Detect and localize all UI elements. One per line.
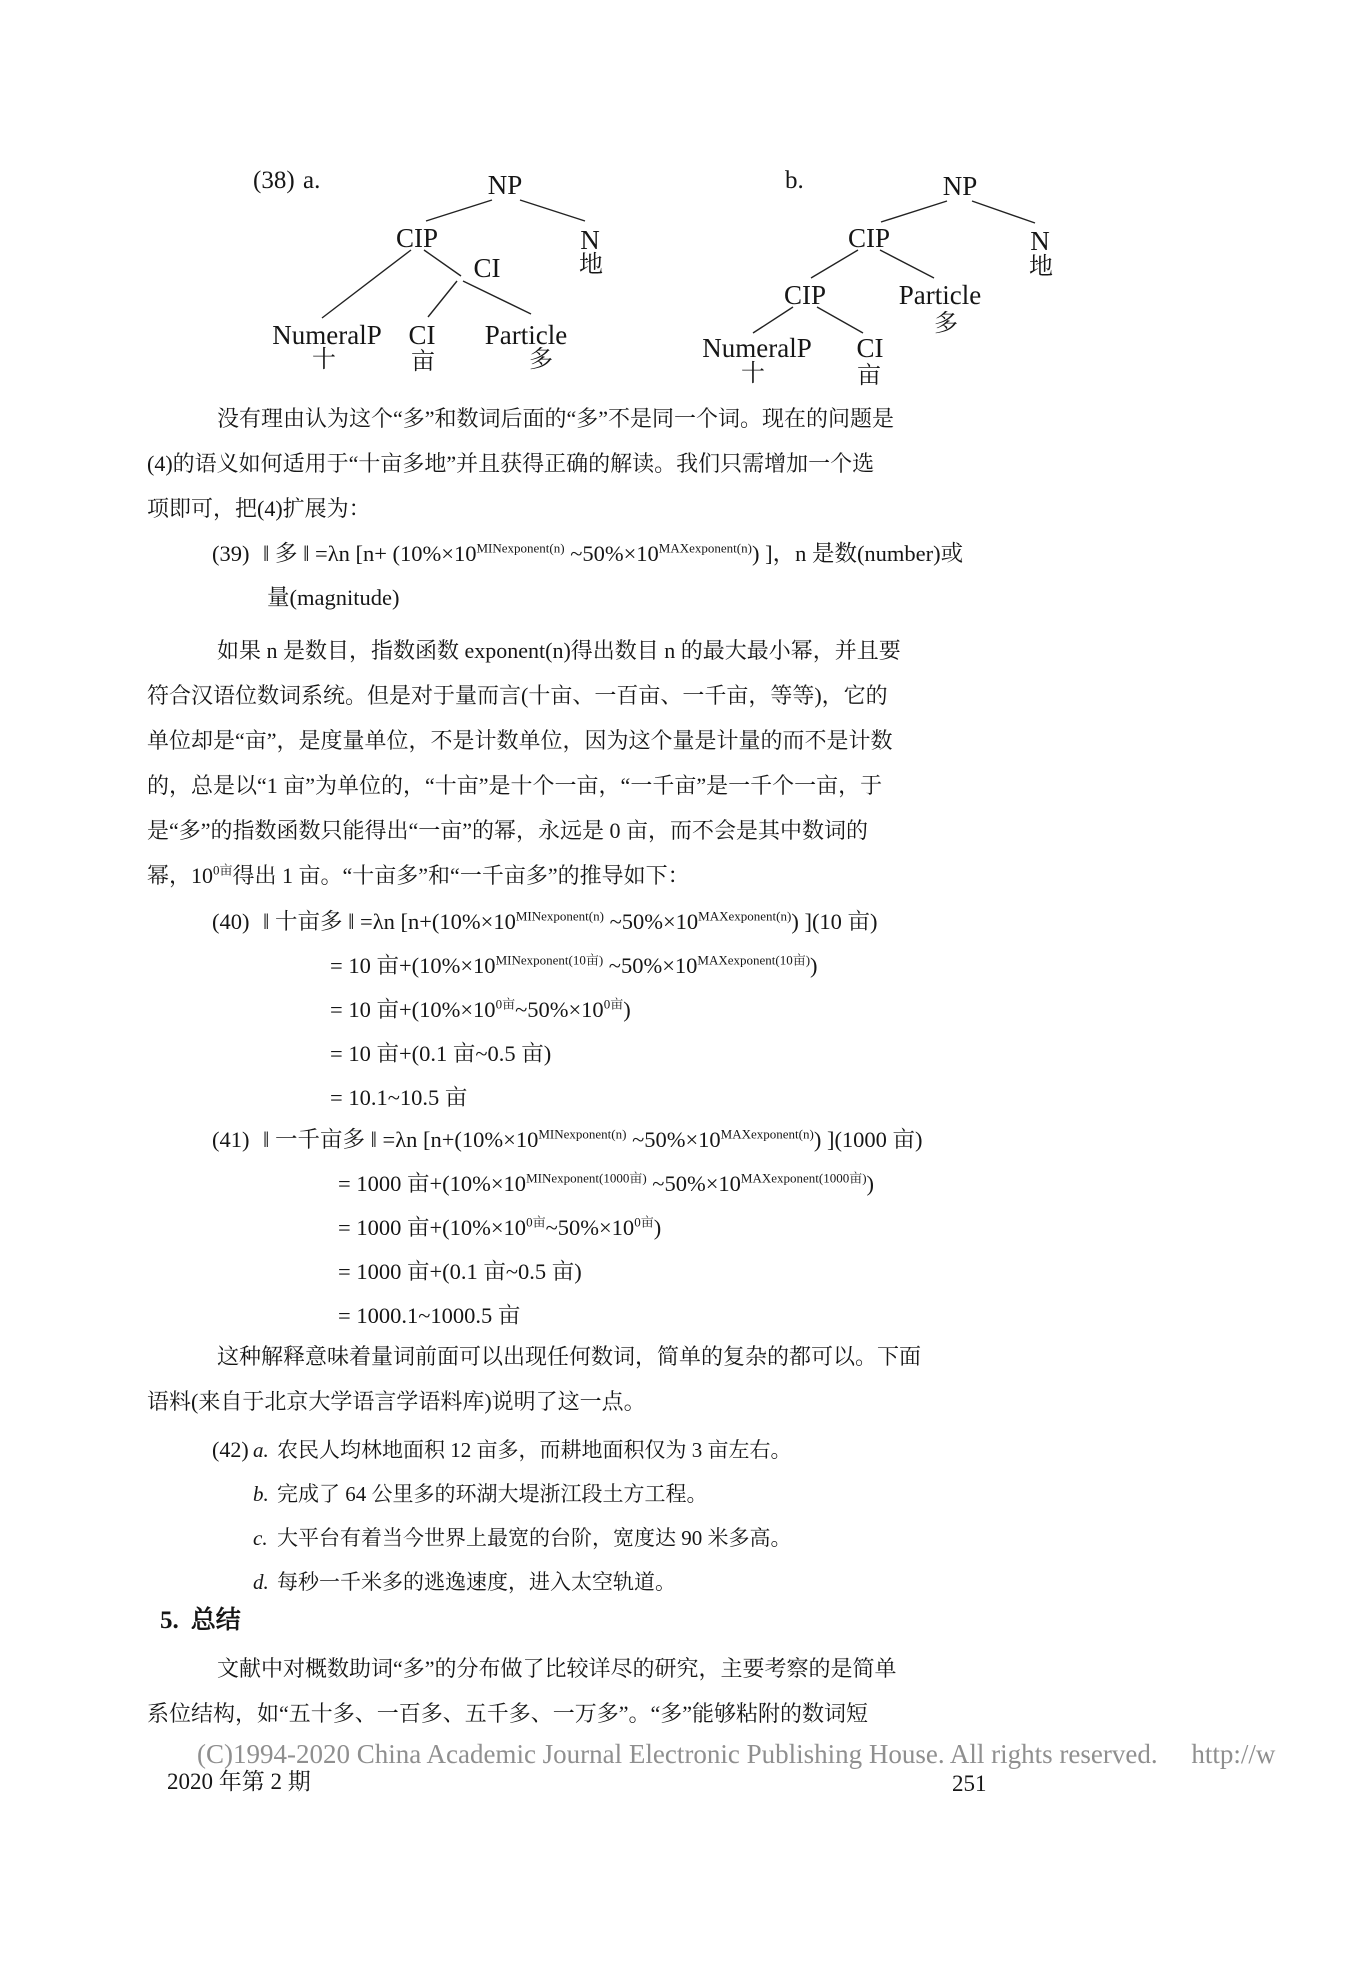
paragraph-line: 语料(来自于北京大学语言学语料库)说明了这一点。 bbox=[147, 1389, 646, 1414]
examples-42 bbox=[212, 1428, 792, 1604]
formula-line: = 10 亩$+(10\%\times 10^{MINexponent(10亩)}$ $\sim 50\%\times 10^{MAXexponent(10亩)}$) bbox=[330, 952, 818, 978]
paragraph-line: 文献中对概数助词“多”的分布做了比较详尽的研究，主要考察的是简单 bbox=[217, 1656, 897, 1681]
example-letter: d. bbox=[253, 1570, 269, 1594]
formula-line: = 10 亩$+(10\%\times 10^{0亩}\sim 50\%\times 10^{0亩})$ bbox=[330, 996, 631, 1022]
tree-a-node-numeralp: NumeralP bbox=[272, 320, 382, 350]
formula-line: 量(magnitude) bbox=[267, 585, 400, 610]
formula-content: ‖ 一千亩多 ‖ =λn [$n+(10\%\times 10^{MINexponent(n)}$ $\sim 50\%\times 10^{MAXexponent(n)}$) ](1000 亩) bbox=[263, 1126, 923, 1152]
formula-line bbox=[212, 1118, 923, 1162]
tree-b-word-di: 地 bbox=[1029, 254, 1053, 280]
example-letter: c. bbox=[253, 1526, 268, 1550]
paragraph-line: 如果 n 是数目，指数函数 exponent(n)得出数目 n 的最大最小幂，并且要 bbox=[217, 638, 901, 663]
example-text: 每秒一千米多的逃逸速度，进入太空轨道。 bbox=[277, 1570, 676, 1594]
tree-b-node-n: N bbox=[1030, 226, 1050, 256]
figure-number: (38) bbox=[253, 167, 295, 194]
example-number: (42) bbox=[212, 1437, 249, 1462]
example-text: 大平台有着当今世界上最宽的台阶，宽度达 90 米多高。 bbox=[277, 1526, 792, 1550]
formula-line: = 1000 亩$+(10\%\times 10^{0亩}\sim 50\%\times 10^{0亩})$ bbox=[338, 1214, 662, 1240]
tree-b-word-duo: 多 bbox=[934, 311, 958, 337]
page-number: 251 bbox=[952, 1771, 987, 1796]
tree-a-node-particle: Particle bbox=[484, 320, 568, 350]
paragraph-line: (4)的语义如何适用于“十亩多地”并且获得正确的解读。我们只需增加一个选 bbox=[147, 451, 875, 476]
example-text: 完成了 64 公里多的环湖大堤浙江段土方工程。 bbox=[277, 1482, 708, 1506]
paragraph-line: 系位结构，如“五十多、一百多、五千多、一万多”。“多”能够粘附的数词短 bbox=[147, 1701, 869, 1726]
example-item bbox=[212, 1560, 792, 1604]
paragraph-4 bbox=[147, 1646, 957, 1736]
tree-b-word-mu: 亩 bbox=[857, 363, 881, 389]
formula-line: = 1000 亩+(0.1 亩~0.5 亩) bbox=[338, 1259, 582, 1284]
tree-diagram-edges bbox=[0, 0, 1360, 400]
tree-b-node-numeralp: NumeralP bbox=[702, 333, 812, 363]
paragraph-line: 符合汉语位数词系统。但是对于量而言(十亩、一百亩、一千亩，等等)，它的 bbox=[147, 683, 888, 708]
example-letter: a. bbox=[253, 1438, 269, 1462]
tree-a-node-ci-mid: CI bbox=[473, 253, 501, 283]
example-item bbox=[212, 1516, 792, 1560]
tree-a-node-np: NP bbox=[487, 170, 523, 200]
tree-a-item-label: a. bbox=[303, 167, 321, 194]
formula-40 bbox=[212, 900, 878, 1120]
example-text: 农民人均林地面积 12 亩多，而耕地面积仅为 3 亩左右。 bbox=[277, 1438, 792, 1462]
paragraph-2 bbox=[147, 628, 957, 898]
journal-issue: 2020 年第 2 期 bbox=[167, 1769, 311, 1794]
tree-a-word-mu: 亩 bbox=[411, 349, 435, 375]
tree-a-node-n: N bbox=[580, 225, 600, 255]
tree-a-word-di: 地 bbox=[579, 252, 603, 278]
paragraph-line: 是“多”的指数函数只能得出“一亩”的幂，永远是 0 亩，而不会是其中数词的 bbox=[147, 818, 869, 843]
example-letter: b. bbox=[253, 1482, 269, 1506]
tree-a-word-duo: 多 bbox=[529, 347, 553, 373]
formula-line: = 10.1~10.5 亩 bbox=[330, 1085, 468, 1110]
formula-number: (41) bbox=[212, 1127, 250, 1152]
formula-content: ‖ 十亩多 ‖ =λn [$n+(10\%\times 10^{MINexponent(n)}$ $\sim 50\%\times 10^{MAXexponent(n)}$) ](10 亩) bbox=[263, 908, 878, 934]
tree-b-node-cip2: CIP bbox=[783, 280, 827, 310]
section-number: 5. bbox=[160, 1607, 179, 1634]
tree-b-node-particle: Particle bbox=[898, 280, 982, 310]
formula-line: = 1000.1~1000.5 亩 bbox=[338, 1303, 521, 1328]
formula-line: = 10 亩+(0.1 亩~0.5 亩) bbox=[330, 1041, 552, 1066]
paragraph-line: 没有理由认为这个“多”和数词后面的“多”不是同一个词。现在的问题是 bbox=[217, 406, 895, 431]
copyright-notice: (C)1994-2020 China Academic Journal Electronic Publishing House. All rights reserved. http://w bbox=[197, 1739, 1276, 1769]
section-heading bbox=[160, 1606, 241, 1636]
formula-41 bbox=[212, 1118, 923, 1338]
paragraph-line: 单位却是“亩”，是度量单位，不是计数单位，因为这个量是计量的而不是计数 bbox=[147, 728, 893, 753]
formula-number: (39) bbox=[212, 541, 250, 566]
tree-b-word-shi: 十 bbox=[741, 361, 765, 387]
example-item bbox=[212, 1472, 792, 1516]
formula-line: = 1000 亩$+(10\%\times 10^{MINexponent(1000亩)}$ $\sim 50\%\times 10^{MAXexponent(1000亩)}$) bbox=[338, 1170, 875, 1196]
paragraph-line: 的，总是以“1 亩”为单位的，“十亩”是十个一亩，“一千亩”是一千个一亩，于 bbox=[147, 773, 883, 798]
formula-line bbox=[212, 532, 963, 576]
example-item bbox=[212, 1428, 792, 1472]
formula-line bbox=[212, 900, 878, 944]
paragraph-line: 幂，$10^{0亩}$得出 1 亩。“十亩多”和“一千亩多”的推导如下： bbox=[147, 862, 690, 888]
section-title: 总结 bbox=[190, 1607, 241, 1634]
tree-a-node-cip: CIP bbox=[395, 223, 439, 253]
tree-b-node-ci: CI bbox=[856, 333, 884, 363]
tree-a-word-shi: 十 bbox=[312, 347, 336, 373]
tree-b-node-cip: CIP bbox=[847, 223, 891, 253]
paragraph-line: 这种解释意味着量词前面可以出现任何数词，简单的复杂的都可以。下面 bbox=[217, 1344, 922, 1369]
formula-39 bbox=[212, 532, 963, 620]
tree-b-item-label: b. bbox=[785, 167, 804, 194]
paragraph-line: 项即可，把(4)扩展为： bbox=[147, 496, 371, 521]
formula-content: ‖ 多 ‖ =λn [$n+ (10\%\times 10^{MINexponent(n)}$ $\sim 50\%\times 10^{MAXexponent(n)}$) ]，n 是数(number)或 bbox=[263, 540, 964, 566]
tree-b-node-np: NP bbox=[942, 171, 978, 201]
tree-a-node-ci-leaf: CI bbox=[408, 320, 436, 350]
paragraph-1 bbox=[147, 396, 957, 531]
paragraph-3 bbox=[147, 1334, 957, 1424]
formula-number: (40) bbox=[212, 909, 250, 934]
